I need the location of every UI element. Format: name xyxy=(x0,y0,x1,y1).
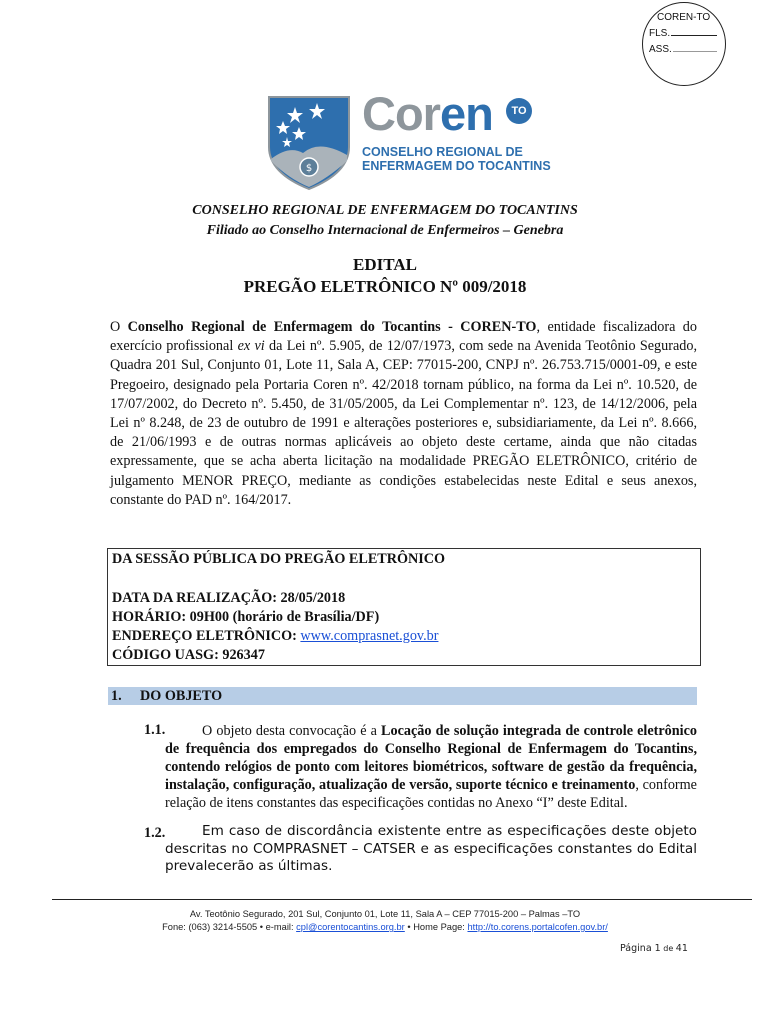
footer-divider xyxy=(52,899,752,900)
council-name: CONSELHO REGIONAL DE ENFERMAGEM DO TOCANTINS xyxy=(192,203,578,218)
session-heading: DA SESSÃO PÚBLICA DO PREGÃO ELETRÔNICO xyxy=(112,551,446,567)
svg-text:$: $ xyxy=(305,163,313,174)
item-number: 1.1. xyxy=(144,722,166,738)
session-address: ENDEREÇO ELETRÔNICO: www.comprasnet.gov.br xyxy=(112,628,439,644)
session-time: HORÁRIO: 09H00 (horário de Brasília/DF) xyxy=(112,609,380,625)
org-name: Conselho Regional de Enfermagem do Tocantins - COREN-TO xyxy=(127,319,537,335)
item-number: 1.2. xyxy=(144,825,166,841)
protocol-stamp xyxy=(642,2,726,86)
affiliation-line: Filiado ao Conselho Internacional de Enfermeiros – Genebra xyxy=(206,223,564,238)
stamp-line-ass: ASS. xyxy=(649,44,717,55)
logo-subtitle-line2: ENFERMAGEM DO TOCANTINS xyxy=(362,159,551,173)
page-number: Página 1 de 41 xyxy=(620,943,688,954)
email-link[interactable]: cpl@corentocantins.org.br xyxy=(296,922,405,932)
item-1-2: Em caso de discordância existente entre as especificações deste objeto descritas no COMPRASNET – CATSER e as especificações constantes do Edital prevalecerão as últimas. xyxy=(165,823,697,874)
coren-wordmark: Coren xyxy=(362,87,493,140)
session-info-box xyxy=(107,548,701,666)
section-number: 1. xyxy=(111,688,122,704)
ex-vi: ex vi xyxy=(237,338,265,355)
homepage-link[interactable]: http://to.corens.portalcofen.gov.br/ xyxy=(467,922,608,932)
footer-address: Av. Teotônio Segurado, 201 Sul, Conjunto 01, Lote 11, Sala A – CEP 77015-200 – Palmas –TO xyxy=(189,909,581,919)
section-heading-bar xyxy=(108,687,697,705)
doc-subtitle: PREGÃO ELETRÔNICO Nº 009/2018 xyxy=(243,277,527,296)
comprasnet-link[interactable]: www.comprasnet.gov.br xyxy=(300,628,439,644)
stamp-line-fls: FLS. xyxy=(649,28,717,39)
session-uasg: CÓDIGO UASG: 926347 xyxy=(112,647,265,663)
logo-subtitle xyxy=(362,145,551,173)
doc-title: EDITAL xyxy=(353,255,417,274)
footer-contacts: Fone: (063) 3214-5505 • e-mail: cpl@corentocantins.org.br • Home Page: http://to.corens.portalcofen.gov.br/ xyxy=(162,922,608,932)
logo-subtitle-line1: CONSELHO REGIONAL DE xyxy=(362,145,523,159)
item-1-1: O objeto desta convocação é a Locação de solução integrada de controle eletrônico de frequência dos empregados do Conselho Regional de Enfermagem do Tocantins, contendo relógios de ponto com leitores biométricos, software de gestão da frequência, instalação, configuração, atualização de versão, suporte técnico e treinamento, conforme relação de itens constantes das especificações contidas no Anexo “I” deste Edital. xyxy=(165,723,697,812)
coren-shield-logo xyxy=(265,95,353,191)
intro-paragraph: O Conselho Regional de Enfermagem do Tocantins - COREN-TO, entidade fiscalizadora do exercício profissional ex vi da Lei nº. 5.905, de 12/07/1973, com sede na Avenida Teotônio Segurado, Quadra 201 Sul, Conjunto 01, Lote 11, Sala A, CEP: 77015-200, CNPJ nº. 26.753.715/0001-09, e este Pregoeiro, designado pela Portaria Coren nº. 42/2018 tornam público, na forma da Lei nº. 10.520, de 17/07/2002, do Decreto nº. 5.450, de 31/05/2005, da Lei Complementar nº. 123, de 14/12/2006, pela Lei nº 8.248, de 23 de outubro de 1991 e alterações posteriores e, subsidiariamente, da Lei nº. 8.666, de 21/06/1993 e de outras normas aplicáveis ao objeto deste certame, ainda que não citadas expressamente, que se acha aberta licitação na modalidade PREGÃO ELETRÔNICO, critério de julgamento MENOR PREÇO, mediante as condições estabelecidas neste Edital e seus anexos, constante do PAD nº. 164/2017. xyxy=(110,319,698,508)
session-date: DATA DA REALIZAÇÃO: 28/05/2018 xyxy=(112,590,346,606)
to-badge: TO xyxy=(506,98,532,124)
stamp-line-coren: COREN-TO xyxy=(657,12,711,23)
section-title: DO OBJETO xyxy=(140,688,223,704)
